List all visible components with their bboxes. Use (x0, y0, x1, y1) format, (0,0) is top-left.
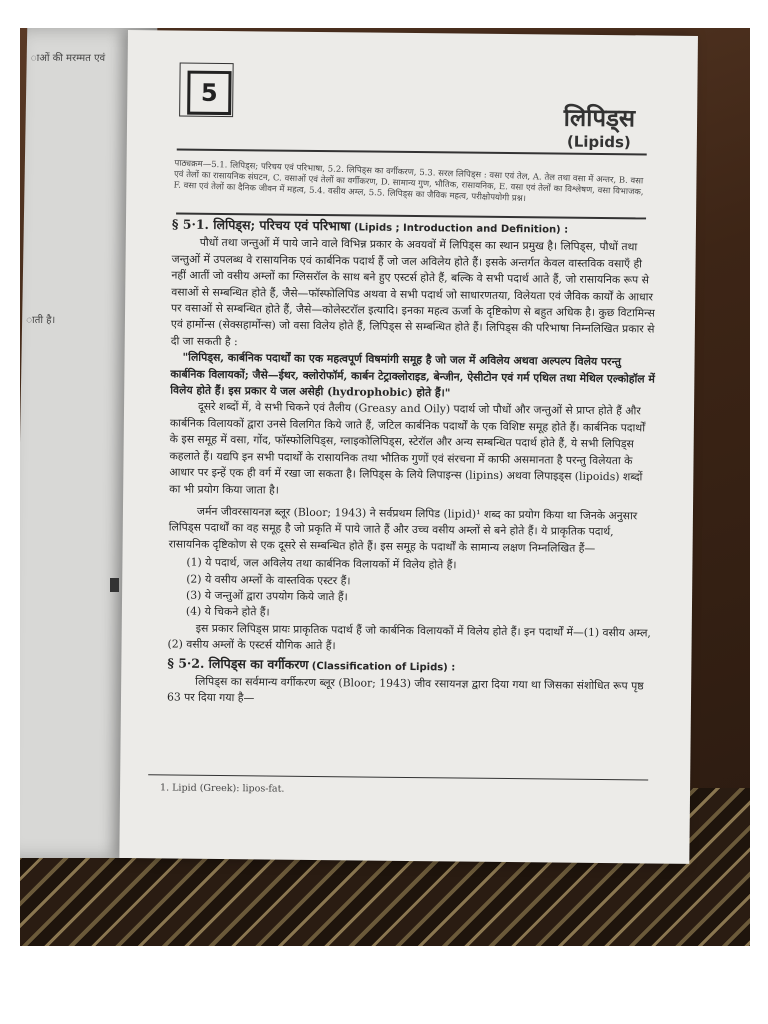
chapter-title-english: (Lipids) (566, 132, 631, 152)
list-item: (2) ये वसीय अम्लों के वास्तविक एस्टर हैं। (186, 572, 351, 587)
list-item: (1) ये पदार्थ, जल अविलेय तथा कार्बनिक विलायकों में विलेय होते हैं। (186, 555, 457, 572)
syllabus: पाठ्यक्रम—5.1. लिपिड्स; परिचय एवं परिभाषा, 5.2. लिपिड्स का वर्गीकरण, 5.3. सरल लिपिड्स : वसा एवं तेल, A. तेल तथा वसा में अन्तर, B. वसा एवं तेलों का रासायनिक संघटन, C. वसाओं एवं तेलों का वर्गीकरण, D. सामान्य गुण, भौतिक, रासायनिक, E. वसा एवं तेलों का विश्लेषण, वसा विभाजक, F. वसा एवं तेलों का दैनिक जीवन में महत्व, 5.4. वसीय अम्ल, 5.5. लिपिड्स का जैविक महत्व, परीक्षोपयोगी प्रश्न। (173, 158, 644, 205)
section-heading-english: (Classification of Lipids) : (311, 660, 456, 674)
chapter-number: 5 (187, 71, 231, 115)
chapter-title-hindi: लिपिड्स (563, 103, 636, 133)
section-heading: § 5·1. लिपिड्स; परिचय एवं परिभाषा (171, 216, 351, 234)
book-photo (20, 28, 750, 946)
page-marker (110, 578, 119, 592)
section-heading-english: (Lipids ; Introduction and Definition) : (353, 222, 569, 236)
paragraph: लिपिड्स का सर्वमान्य वर्गीकरण ब्लूर (Bloor; 1943) जीव रसायनज्ञ द्वारा दिया गया था जिसका संशोधित रूप पृष्ठ 63 पर दिया गया है— (166, 674, 644, 705)
definition-quote: "लिपिड्स, कार्बनिक पदार्थों का एक महत्वपूर्ण विषमांगी समूह है जो जल में अविलेय अथवा अल्पल्प विलेय परन्तु कार्बनिक विलायकों; जैसे—ईथर, क्लोरोफॉर्म, कार्बन टेट्राक्लोराइड, बेन्जीन, ऐसीटोन एवं गर्म एथिल तथा मेथिल एल्कोहॉल में विलेय होते हैं। इस प्रकार ये जल असेही (hydrophobic) होते हैं।" (170, 350, 655, 400)
section-1 (167, 216, 658, 711)
paragraph: पौधों तथा जन्तुओं में पाये जाने वाले विभिन्न प्रकार के अवयवों में लिपिड्स का स्थान प्रमुख है। लिपिड्स, पौधों तथा जन्तुओं में उपलब्ध वे रासायनिक एवं कार्बनिक पदार्थ हैं जो जल अविलेय होते हैं। इसके अन्तर्गत केवल वास्तविक वसाएँ ही नहीं आतीं जो वसीय अम्लों का ग्लिसरॉल के साथ बने हुए एस्टर्स होते हैं, बल्कि वे सभी पदार्थ आते हैं, जो रासायनिक रूप से वसाओं से सम्बन्धित होते हैं, जैसे—फॉस्फोलिपिड अथवा वे सभी पदार्थ जो साधारणतया, विलेयता एवं जैविक कार्यों के आधार पर वसाओं से सम्बन्धित होते हैं, जैसे—कोलेस्टरॉल इत्यादि। इनका महत्व ऊर्जा के दृष्टिकोण से बहुत अधिक है। कुछ विटामिन्स एवं हार्मोन्स (सेक्सहार्मोन्स) जो वसा विलेय होते हैं, लिपिड्स से सम्बन्धित होते हैं। लिपिड्स की परिभाषा निम्नलिखित प्रकार से दी जा सकती है : (170, 236, 655, 349)
paragraph: जर्मन जीवरसायनज्ञ ब्लूर (Bloor; 1943) ने सर्वप्रथम लिपिड (lipid)¹ शब्द का प्रयोग किया था जिनके अनुसार लिपिड्स पदार्थों का वह समूह है जो प्रकृति में पाये जाते हैं और उच्च वसीय अम्लों से बने होते हैं। ये प्राकृतिक पदार्थ, रासायनिक दृष्टिकोण से एक दूसरे से सम्बन्धित होते हैं। इस समूह के पदार्थों के सामान्य लक्षण निम्नलिखित हैं— (168, 504, 638, 555)
left-page-text: ाती है। (26, 315, 56, 326)
feature-list (186, 555, 655, 626)
left-page-text: ाओं की मरम्मत एवं (30, 53, 106, 64)
section-heading: § 5·2. लिपिड्स का वर्गीकरण (167, 655, 309, 672)
footnote-rule (148, 774, 648, 780)
paragraph: दूसरे शब्दों में, वे सभी चिकने एवं तैलीय (Greasy and Oily) पदार्थ जो पौधों और जन्तुओं से प्राप्त होते हैं और कार्बनिक विलायकों द्वारा उनसे विलगित किये जाते हैं, जटिल कार्बनिक पदार्थों के एक विशिष्ट समूह होते हैं। कार्बनिक पदार्थों के इस समूह में वसा, गोंद, फॉस्फोलिपिड्स, ग्लाइकोलिपिड्स, स्टेरॉल और अन्य सम्बन्धित पदार्थ होते हैं, ये सभी लिपिड्स कहलाते हैं। यद्यपि इन सभी पदार्थों के रासायनिक तथा भौतिक गुणों एवं संरचना में काफी असमानता है परन्तु विलेयता के आधार पर इन्हें एक ही वर्ग में रखा जा सकता है। लिपिड्स के लिये लिपाइन्स (lipins) अथवा लिपाइड्स (lipoids) शब्दों का भी प्रयोग किया जाता है। (169, 400, 646, 497)
book-page (119, 30, 698, 864)
footnote: 1. Lipid (Greek): lipos-fat. (160, 782, 285, 795)
paragraph: इस प्रकार लिपिड्स प्रायः प्राकृतिक पदार्थ हैं जो कार्बनिक विलायकों में विलेय होते हैं। इन पदार्थों में—(1) वसीय अम्ल, (2) वसीय अम्लों के एस्टर्स यौगिक आते हैं। (167, 621, 651, 653)
list-item: (3) ये जन्तुओं द्वारा उपयोग किये जाते हैं। (186, 588, 348, 604)
list-item: (4) ये चिकने होते हैं। (185, 604, 270, 619)
